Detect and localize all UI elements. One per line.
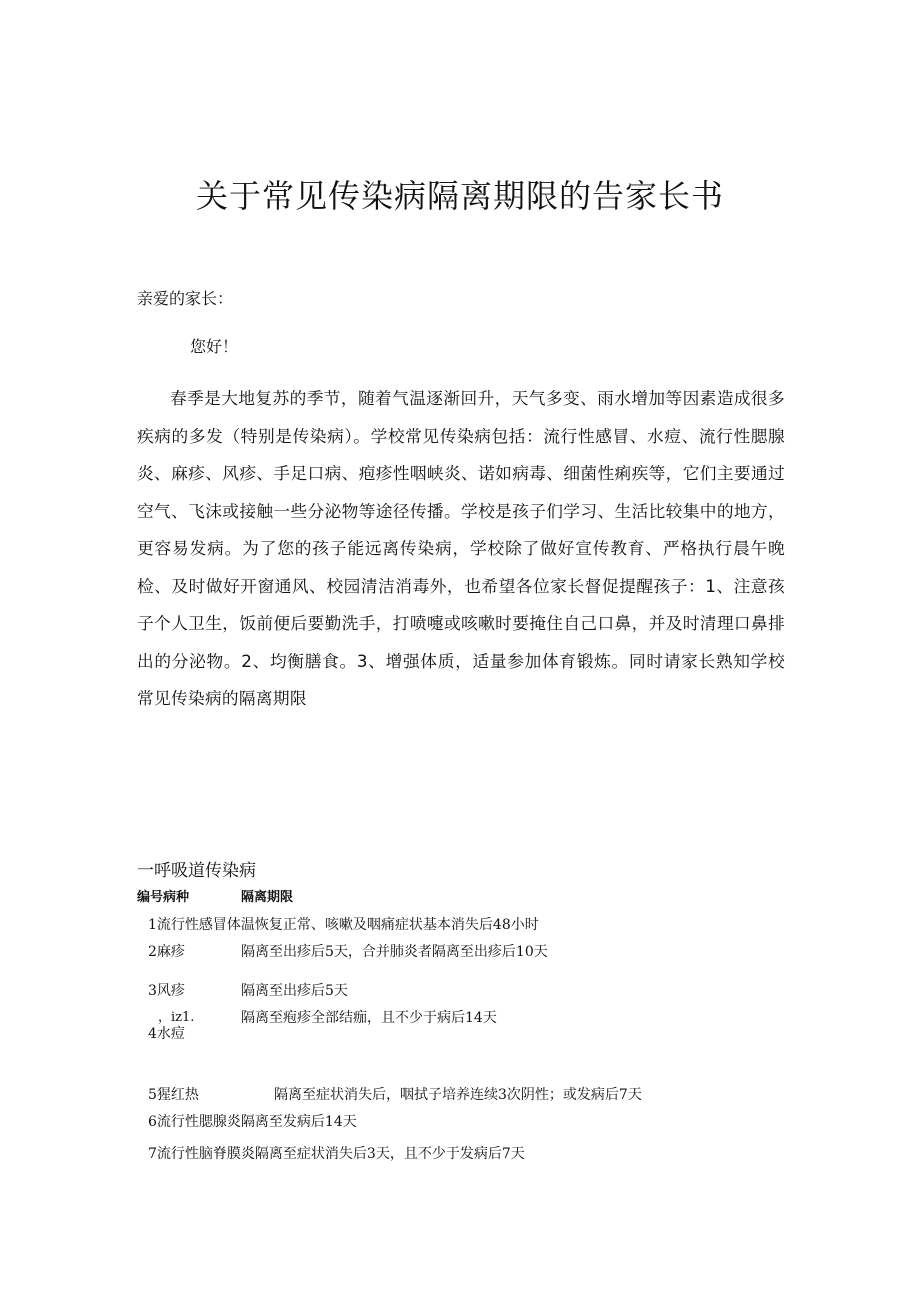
disease-name: 2麻疹 xyxy=(148,944,185,960)
disease-name: 5猩红热 xyxy=(148,1087,199,1103)
disease-name: 3风疹 xyxy=(148,983,185,999)
table-row xyxy=(148,981,348,1001)
row-text: 6流行性腮腺炎隔离至发病后14天 xyxy=(148,1114,357,1130)
table-row xyxy=(148,1144,525,1164)
table-row xyxy=(148,1085,642,1105)
isolation-period: 隔离至出疹后5天，合并肺炎者隔离至出疹后10天 xyxy=(241,944,548,960)
body-paragraph: 春季是大地复苏的季节，随着气温逐渐回升，天气多变、雨水增加等因素造成很多疾病的多发（特别是传染病）。学校常见传染病包括：流行性感冒、水痘、流行性腮腺炎、麻疹、风疹、手足口病、疱疹性咽峡炎、诺如病毒、细菌性痢疾等，它们主要通过空气、飞沫或接触一些分泌物等途径传播。学校是孩子们学习、生活比较集中的地方，更容易发病。为了您的孩子能远离传染病，学校除了做好宣传教育、严格执行晨午晚检、及时做好开窗通风、校园清洁消毒外，也希望各位家长督促提醒孩子：1、注意孩子个人卫生，饭前便后要勤洗手，打喷嚏或咳嗽时要掩住自己口鼻，并及时清理口鼻排出的分泌物。2、均衡膳食。3、增强体质，适量参加体育锻炼。同时请家长熟知学校常见传染病的隔离期限 xyxy=(137,388,785,708)
salutation: 亲爱的家长： xyxy=(137,289,234,308)
column-header-disease: 编号病种 xyxy=(137,890,190,905)
row-text: 7流行性脑脊膜炎隔离至症状消失后3天，且不少于发病后7天 xyxy=(148,1146,525,1162)
table-row xyxy=(148,942,548,962)
disease-name: 4水痘 xyxy=(148,1026,185,1042)
section-heading: 一呼吸道传染病 xyxy=(137,861,256,881)
ocr-artifact-text: ，iz1. xyxy=(158,1010,195,1025)
isolation-period: 隔离至疱疹全部结痂，且不少于病后14天 xyxy=(241,1010,497,1026)
table-row xyxy=(148,1112,357,1132)
document-title: 关于常见传染病隔离期限的告家长书 xyxy=(195,177,724,215)
table-row xyxy=(148,915,539,935)
column-header-isolation-period: 隔离期限 xyxy=(241,890,294,905)
isolation-period: 隔离至出疹后5天 xyxy=(241,983,348,999)
isolation-period: 隔离至症状消失后，咽拭子培养连续3次阴性；或发病后7天 xyxy=(274,1087,642,1103)
greeting: 您好！ xyxy=(190,337,239,356)
row-text: 1流行性感冒体温恢复正常、咳嗽及咽痛症状基本消失后48小时 xyxy=(148,917,539,933)
